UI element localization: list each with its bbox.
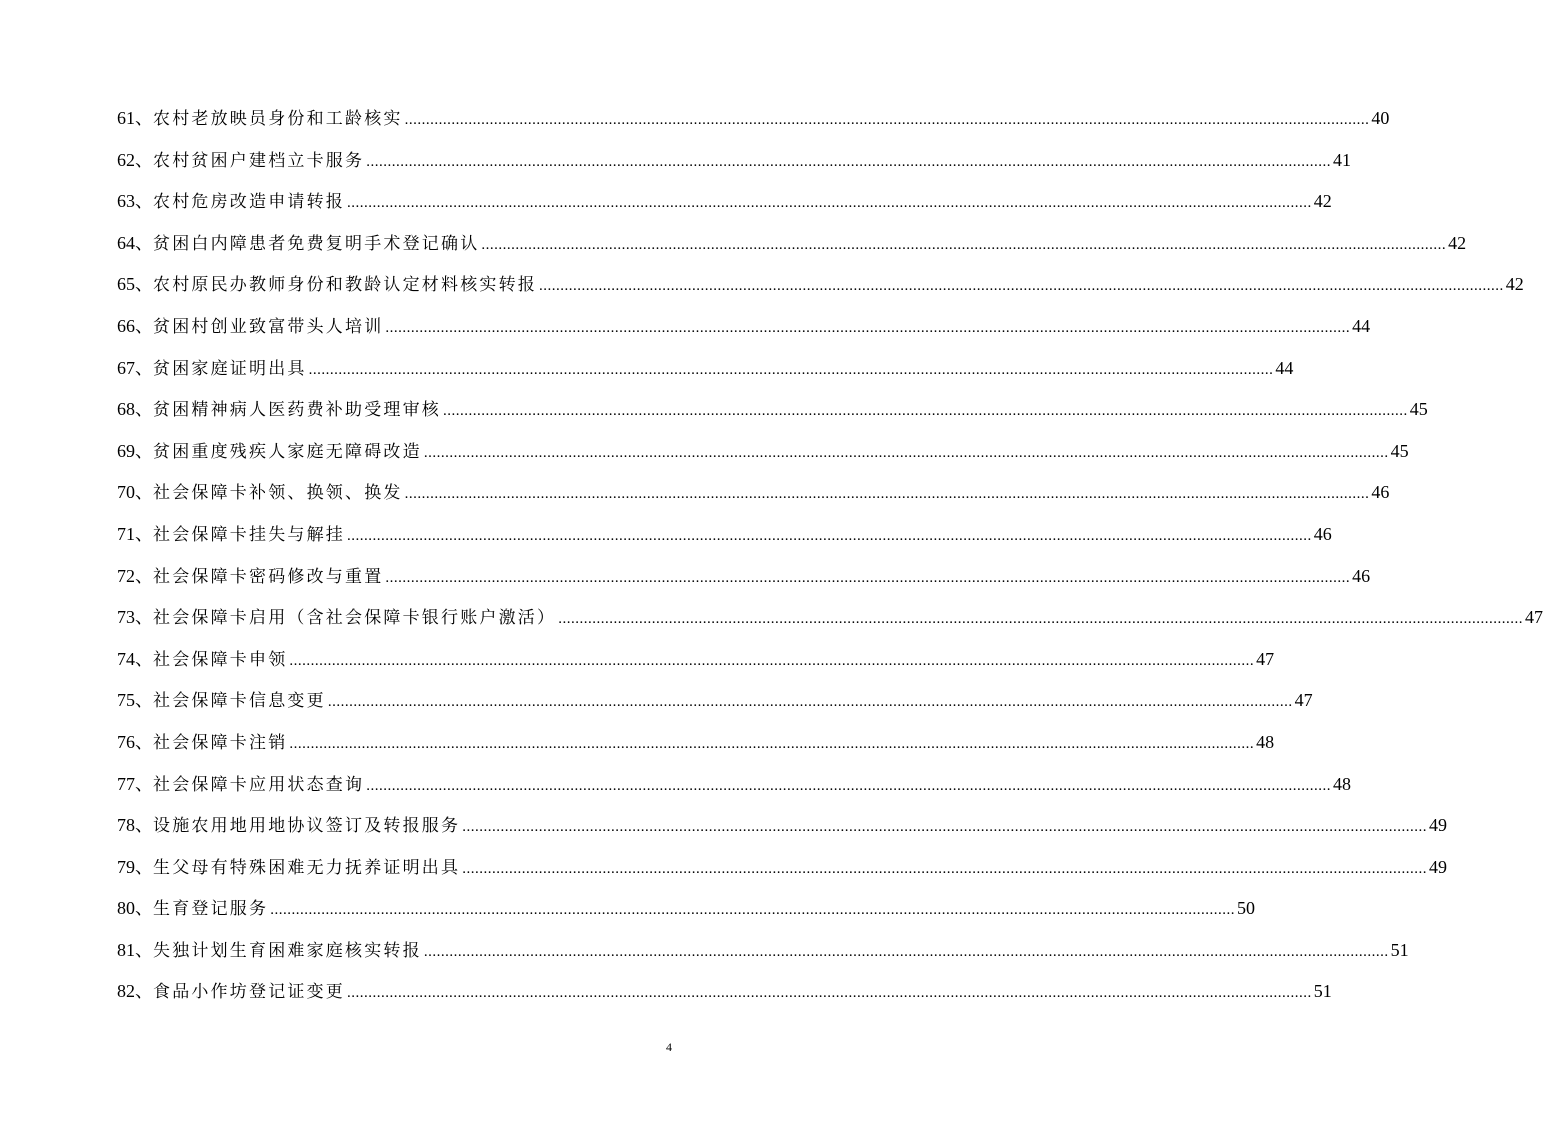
toc-entry-page: 47 <box>1524 607 1543 628</box>
toc-entry[interactable] <box>117 437 1409 479</box>
toc-entry-number: 76、 <box>117 731 153 752</box>
toc-entry-number: 82、 <box>117 981 153 1002</box>
toc-entry-title: 农村危房改造申请转报 <box>153 192 345 213</box>
toc-entry-number: 80、 <box>117 898 153 919</box>
toc-entry-page: 41 <box>1332 149 1351 170</box>
toc-entry-number: 79、 <box>117 856 153 877</box>
toc-entry-number: 70、 <box>117 482 153 503</box>
toc-entry[interactable] <box>117 728 1275 770</box>
toc-entry-number: 68、 <box>117 399 153 420</box>
toc-entry-number: 78、 <box>117 815 153 836</box>
toc-entry-page: 48 <box>1332 773 1351 794</box>
toc-entry-page: 51 <box>1313 981 1332 1002</box>
toc-entry-title: 社会保障卡申领 <box>153 649 288 670</box>
dot-leader <box>405 106 1370 134</box>
toc-entry[interactable] <box>117 603 1543 645</box>
toc-entry-page: 47 <box>1256 648 1275 669</box>
toc-entry-page: 45 <box>1390 440 1409 461</box>
dot-leader <box>462 813 1427 841</box>
toc-entry-page: 46 <box>1313 523 1332 544</box>
toc-entry-number: 73、 <box>117 607 153 628</box>
dot-leader <box>385 314 1350 342</box>
toc-entry[interactable] <box>117 270 1524 312</box>
dot-leader <box>289 647 1254 675</box>
toc-entry-title: 贫困精神病人医药费补助受理审核 <box>153 400 441 421</box>
dot-leader <box>424 439 1389 467</box>
dot-leader <box>270 896 1235 924</box>
toc-entry-title: 社会保障卡应用状态查询 <box>153 774 365 795</box>
dot-leader <box>539 272 1504 300</box>
dot-leader <box>366 148 1331 176</box>
toc-entry[interactable] <box>117 229 1467 271</box>
toc-entry[interactable] <box>117 645 1275 687</box>
toc-entry-title: 农村老放映员身份和工龄核实 <box>153 109 403 129</box>
toc-entry[interactable] <box>117 146 1351 188</box>
toc-entry-page: 42 <box>1448 232 1467 253</box>
table-of-contents <box>117 104 1543 1019</box>
toc-entry-number: 71、 <box>117 523 153 544</box>
toc-entry[interactable] <box>117 354 1294 396</box>
toc-entry-title: 社会保障卡信息变更 <box>153 691 326 712</box>
toc-entry[interactable] <box>117 686 1313 728</box>
toc-entry-number: 64、 <box>117 232 153 253</box>
toc-entry-number: 65、 <box>117 274 153 295</box>
toc-entry[interactable] <box>117 562 1371 604</box>
toc-entry-page: 50 <box>1236 898 1255 919</box>
toc-entry[interactable] <box>117 312 1371 354</box>
toc-entry-page: 42 <box>1313 191 1332 212</box>
toc-entry-title: 食品小作坊登记证变更 <box>153 982 345 1003</box>
toc-entry-title: 贫困家庭证明出具 <box>153 358 307 379</box>
dot-leader <box>385 564 1350 592</box>
toc-entry-title: 社会保障卡挂失与解挂 <box>153 524 345 545</box>
dot-leader <box>347 522 1312 550</box>
toc-entry-title: 贫困重度残疾人家庭无障碍改造 <box>153 441 422 462</box>
toc-entry-page: 49 <box>1428 856 1447 877</box>
dot-leader <box>347 189 1312 217</box>
toc-entry-page: 44 <box>1352 315 1371 336</box>
toc-entry-page: 46 <box>1371 482 1390 503</box>
dot-leader <box>443 397 1408 425</box>
toc-entry-title: 社会保障卡启用（含社会保障卡银行账户激活） <box>153 608 557 629</box>
toc-entry[interactable] <box>117 520 1332 562</box>
toc-entry-number: 77、 <box>117 773 153 794</box>
dot-leader <box>289 730 1254 758</box>
toc-entry-page: 45 <box>1409 399 1428 420</box>
toc-entry-number: 72、 <box>117 565 153 586</box>
toc-entry-title: 农村贫困户建档立卡服务 <box>153 150 365 171</box>
dot-leader <box>405 480 1370 508</box>
dot-leader <box>462 855 1427 883</box>
toc-entry-number: 61、 <box>117 108 153 128</box>
toc-entry-title: 失独计划生育困难家庭核实转报 <box>153 940 422 961</box>
toc-entry-number: 75、 <box>117 690 153 711</box>
toc-entry-number: 63、 <box>117 191 153 212</box>
toc-entry-page: 51 <box>1390 939 1409 960</box>
toc-entry-page: 49 <box>1428 815 1447 836</box>
toc-entry-title: 社会保障卡密码修改与重置 <box>153 566 384 587</box>
toc-entry[interactable] <box>117 977 1332 1019</box>
toc-entry[interactable] <box>117 936 1409 978</box>
toc-entry-number: 62、 <box>117 149 153 170</box>
toc-entry[interactable] <box>117 894 1255 936</box>
toc-entry[interactable] <box>117 853 1447 895</box>
dot-leader <box>309 356 1274 384</box>
toc-entry[interactable] <box>117 104 1390 146</box>
toc-entry-page: 47 <box>1294 690 1313 711</box>
toc-entry[interactable] <box>117 478 1390 520</box>
page-number: 4 <box>666 1040 672 1054</box>
toc-entry-page: 44 <box>1275 357 1294 378</box>
toc-entry-title: 生育登记服务 <box>153 899 269 920</box>
dot-leader <box>558 605 1523 633</box>
toc-entry-title: 社会保障卡注销 <box>153 732 288 753</box>
toc-entry-page: 42 <box>1505 274 1524 295</box>
toc-entry[interactable] <box>117 395 1428 437</box>
toc-entry-title: 社会保障卡补领、换领、换发 <box>153 483 403 504</box>
toc-entry-title: 设施农用地用地协议签订及转报服务 <box>153 816 461 837</box>
toc-entry-number: 74、 <box>117 648 153 669</box>
toc-entry-number: 81、 <box>117 939 153 960</box>
toc-entry-number: 66、 <box>117 315 153 336</box>
dot-leader <box>481 231 1446 259</box>
toc-entry[interactable] <box>117 770 1351 812</box>
toc-entry-title: 农村原民办教师身份和教龄认定材料核实转报 <box>153 275 537 296</box>
toc-entry-page: 48 <box>1256 731 1275 752</box>
toc-entry[interactable] <box>117 187 1332 229</box>
toc-entry-page: 46 <box>1352 565 1371 586</box>
dot-leader <box>328 688 1293 716</box>
dot-leader <box>424 938 1389 966</box>
toc-entry-title: 生父母有特殊困难无力抚养证明出具 <box>153 857 461 878</box>
toc-entry[interactable] <box>117 811 1447 853</box>
toc-entry-number: 69、 <box>117 440 153 461</box>
toc-entry-number: 67、 <box>117 357 153 378</box>
dot-leader <box>347 979 1312 1007</box>
dot-leader <box>366 772 1331 800</box>
toc-entry-page: 40 <box>1371 108 1390 128</box>
toc-entry-title: 贫困村创业致富带头人培训 <box>153 316 384 337</box>
toc-entry-title: 贫困白内障患者免费复明手术登记确认 <box>153 233 480 254</box>
